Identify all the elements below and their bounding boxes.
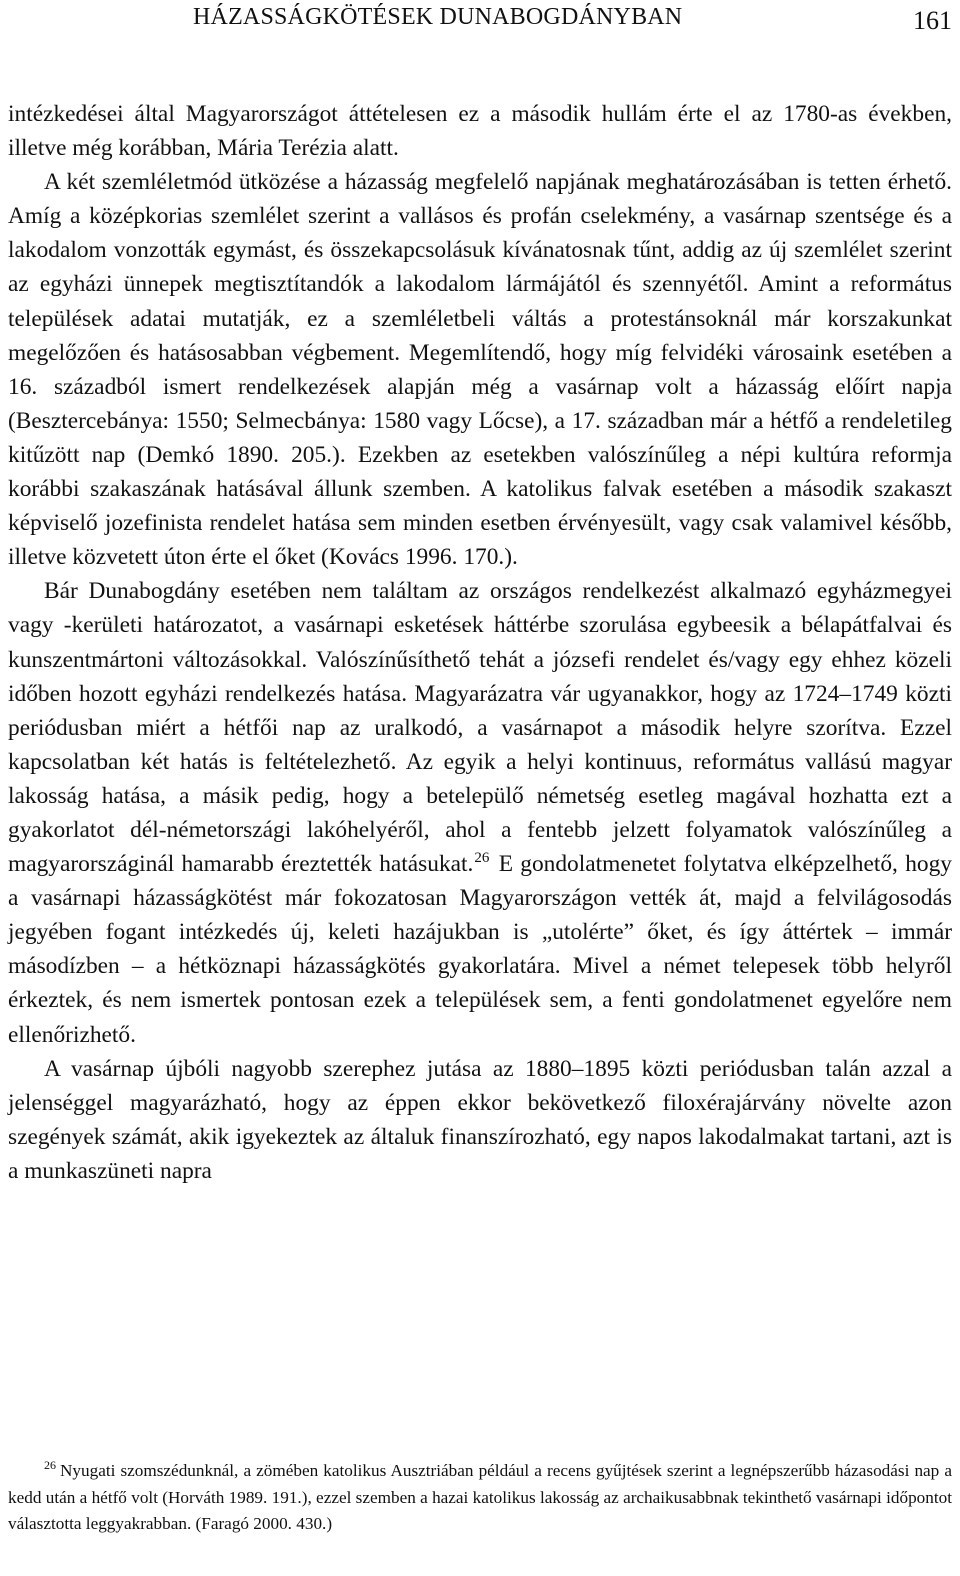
footnotes — [8, 1458, 952, 1538]
main-text — [8, 97, 952, 1188]
paragraph-1: intézkedései által Magyarországot áttételesen ez a második hullám érte el az 1780-as években, illetve még korábban, Mária Terézia alatt. — [8, 101, 952, 162]
running-title: HÁZASSÁGKÖTÉSEK DUNABOGDÁNYBAN — [193, 4, 683, 30]
page-number: 161 — [913, 6, 952, 35]
paragraph-3-text-after-reference: E gondolatmenetet folytatva elképzelhető, hogy a vasárnapi házasságkötést már fokozatosan Magyarországon vették át, majd a felvilágosodás jegyében fogant intézkedés új, keleti hazájukban is „utolérte” őket, és így áttértek – immár másodízben – a hétköznapi házasságkötés gyakorlatára. Mivel a német telepesek több helyről érkeztek, és nem ismertek pontosan ezek a települések sem, a fenti gondolatmenet egyelőre nem ellenőrizhető. — [8, 851, 952, 1048]
paragraph-3 — [8, 574, 952, 1051]
footnote-number: 26 — [44, 1458, 56, 1472]
page-header — [0, 4, 960, 40]
paragraph-3-text-before-reference: Bár Dunabogdány esetében nem találtam az országos rendelkezést alkalmazó egyházmegyei vagy -kerületi határozatot, a vasárnapi esketések háttérbe szorulása egybeesik a bélapátfalvai és kunszentmártoni változásokkal. Valószínűsíthető tehát a józsefi rendelet és/vagy egy ehhez közeli időben hozott egyházi rendelkezés hatása. Magyarázatra vár ugyanakkor, hogy az 1724–1749 közti periódusban miért a hétfői nap az uralkodó, a vasárnapot a második helyre szorítva. Ezzel kapcsolatban két hatás is feltételezhető. Az egyik a helyi kontinuus, református vallású magyar lakosság hatása, a másik pedig, hogy a betelepülő németség esetleg magával hozhatta ezt a gyakorlatot dél-németországi lakóhelyéről, ahol a fentebb jelzett folyamatok valószínűleg a magyarországinál hamarabb éreztették hatásukat. — [8, 578, 952, 878]
paragraph-2: A két szemléletmód ütközése a házasság megfelelő napjának meghatározásában is tetten érhető. Amíg a középkorias szemlélet szerint a vallásos és profán cselekmény, a vasárnap szentsége és a lakodalom vonzották egymást, és összekapcsolásuk kívánatosnak tűnt, addig az új szemlélet szerint az egyházi ünnepek megtisztítandók a lakodalom lármájától és szennyétől. Amint a református települések adatai mutatják, ez a szemléletbeli váltás a protestánsoknál már korszakunkat megelőzően és hatásosabban végbement. Megemlítendő, hogy míg felvidéki városaink esetében a 16. századból ismert rendelkezések alapján még a vasárnap volt a házasság előírt napja (Besztercebánya: 1550; Selmecbánya: 1580 vagy Lőcse), a 17. században már a hétfő a rendeletileg kitűzött nap (Demkó 1890. 205.). Ezekben az esetekben valószínűleg a népi kultúra reformja korábbi szakaszának hatásával állunk szemben. A katolikus falvak esetében a második szakaszt képviselő jozefinista rendelet hatása sem minden esetben érvényesült, vagy csak valamivel később, illetve közvetett úton érte el őket (Kovács 1996. 170.). — [8, 169, 952, 571]
footnote-26 — [8, 1458, 952, 1538]
footnote-reference-26[interactable]: 26 — [474, 850, 490, 867]
paragraph-4: A vasárnap újbóli nagyobb szerephez jutása az 1880–1895 közti periódusban talán azzal a jelenséggel magyarázható, hogy az éppen ekkor bekövetkező filoxérajárvány növelte azon szegények számát, akik igyekeztek az általuk finanszírozható, egy napos lakodalmakat tartani, azt is a munkaszüneti napra — [8, 1055, 952, 1184]
footnote-text: Nyugati szomszédunknál, a zömében katolikus Ausztriában például a recens gyűjtések szerint a legnépszerűbb házasodási nap a kedd után a hétfő volt (Horváth 1989. 191.), ezzel szemben a hazai katolikus lakosság az archaikusabbnak tekinthető vasárnapi időpontot választotta leggyakrabban. (Faragó 2000. 430.) — [8, 1461, 952, 1533]
